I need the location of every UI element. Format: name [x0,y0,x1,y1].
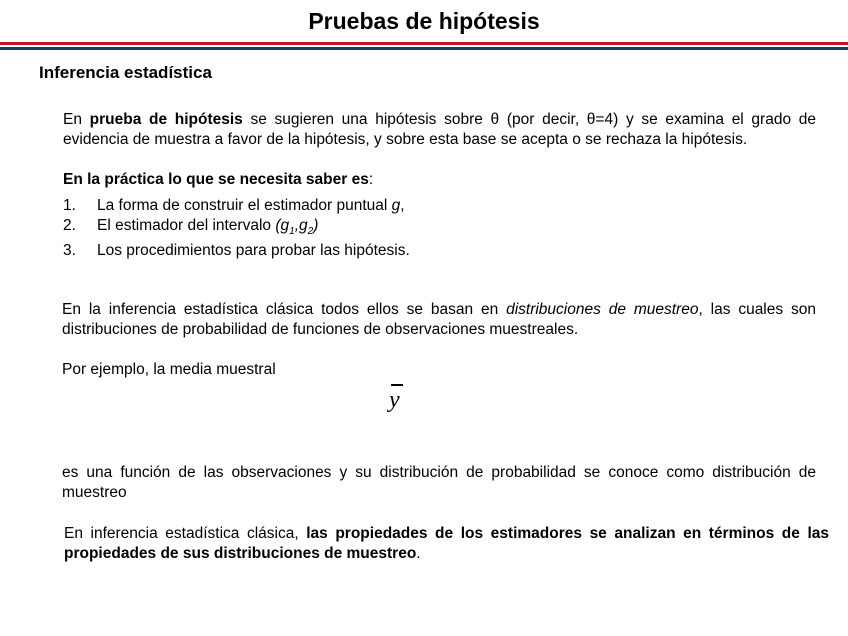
p2-text-2: , las cuales son distribuciones de probabilidad de funciones de observaciones muestreales. [62,301,816,338]
list-text-end: , [400,197,405,214]
p1-text-1: En [63,111,90,128]
paragraph-sampling [62,300,816,340]
sample-mean-letter: y [389,386,400,413]
list-text: Los procedimientos para probar las hipótesis. [97,242,410,260]
paragraph-properties [64,524,829,564]
slide-title: Pruebas de hipótesis [308,8,540,34]
practice-colon: : [368,171,374,188]
paragraph-example: Por ejemplo, la media muestral [62,361,276,378]
practice-heading [63,170,823,190]
list-text: El estimador del intervalo [97,216,276,234]
paragraph-function: es una función de las observaciones y su distribución de probabilidad se conoce como distribución de muestreo [62,464,816,501]
p2-text-1: En la inferencia estadística clásica todos ellos se basan en [62,301,507,318]
list-item [63,196,410,216]
list-number: 1. [63,197,76,214]
title-rule-red [0,42,848,45]
list-item [63,241,410,261]
list-item [63,216,410,242]
p5-text-1: En inferencia estadística clásica, [64,525,307,542]
p5-bold: las propiedades de los estimadores se analizan en términos de las propiedades de sus distribuciones de muestreo [64,525,829,562]
list-italic: g [391,197,401,214]
list-number: 2. [63,216,76,234]
section-heading: Inferencia estadística [39,63,212,82]
p1-bold: prueba de hipótesis [89,111,243,128]
interval-math: $(g_1,g_2)$ [275,216,319,237]
p2-italic: distribuciones de muestreo [506,301,699,318]
needs-list [63,196,410,261]
title-rule-blue [0,47,848,50]
list-number: 3. [63,242,76,260]
p1-text-2: se sugieren una hipótesis sobre θ (por decir, θ=4) y se examina el grado de evidencia de muestra a favor de la hipótesis, y sobre esta base se acepta o se rechaza la hipótesis. [63,111,816,148]
sample-mean-symbol [389,384,403,414]
p5-text-2: . [416,545,421,562]
list-text: La forma de construir el estimador puntual [97,197,392,214]
practice-bold: En la práctica lo que se necesita saber es [63,171,369,188]
paragraph-hypothesis [63,110,816,150]
